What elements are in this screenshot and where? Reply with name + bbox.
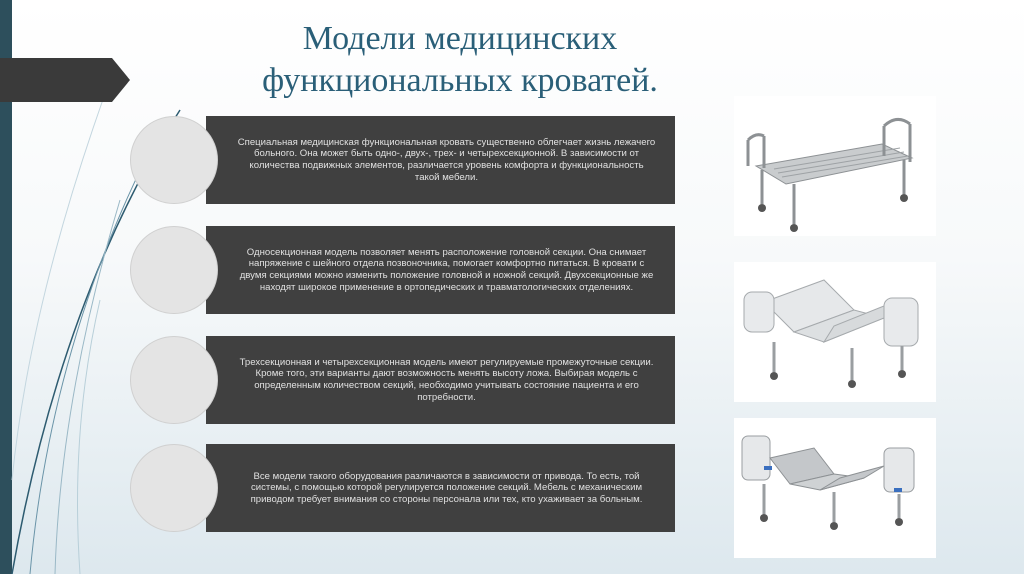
circle-marker <box>130 226 218 314</box>
circle-marker <box>130 116 218 204</box>
item-text: Трехсекционная и четырехсекционная модель имеют регулируемые промежуточные секции. Кроме того, эти варианты дают возможность менять высоту ложа. Выбирая модель с определенным количеством секций, необходимо учитывать состояние пациента и его потребности. <box>239 356 654 403</box>
slide-title: Модели медицинских функциональных кроватей. <box>262 20 658 99</box>
item-text: Односекционная модель позволяет менять расположение головной секции. Она снимает напряжение с шейного отдела позвоночника, помогает комфортно питаться. В кровати с двумя секциями можно изменить положение головной и ножной секций. Двухсекционные же находят широкое применение в ортопедических и травматологических отделениях. <box>239 246 654 293</box>
text-box <box>206 336 675 424</box>
circle-marker <box>130 336 218 424</box>
adjustable-bed-photo <box>734 418 936 558</box>
text-box <box>206 226 675 314</box>
circle-marker <box>130 444 218 532</box>
multi-section-bed-photo <box>734 262 936 402</box>
list-item <box>130 444 675 532</box>
arrow-tab <box>0 58 130 102</box>
single-section-bed-photo <box>734 96 936 236</box>
item-text: Все модели такого оборудования различаются в зависимости от привода. То есть, той системы, с помощью которой регулируется положение секций. Мебель с механическим приводом требует внимания со стороны персонала или тех, кто ухаживает за больным. <box>250 470 643 505</box>
item-text: Специальная медицинская функциональная кровать существенно облегчает жизнь лежачего больного. Она может быть одно-, двух-, трех- и четырехсекционной. В зависимости от количества подвижных элементов, различается уровень комфорта и функциональность такой мебели. <box>237 136 656 183</box>
list-item <box>130 336 675 424</box>
list-item <box>130 116 675 204</box>
list-item <box>130 226 675 314</box>
text-box <box>206 116 675 204</box>
text-box <box>206 444 675 532</box>
